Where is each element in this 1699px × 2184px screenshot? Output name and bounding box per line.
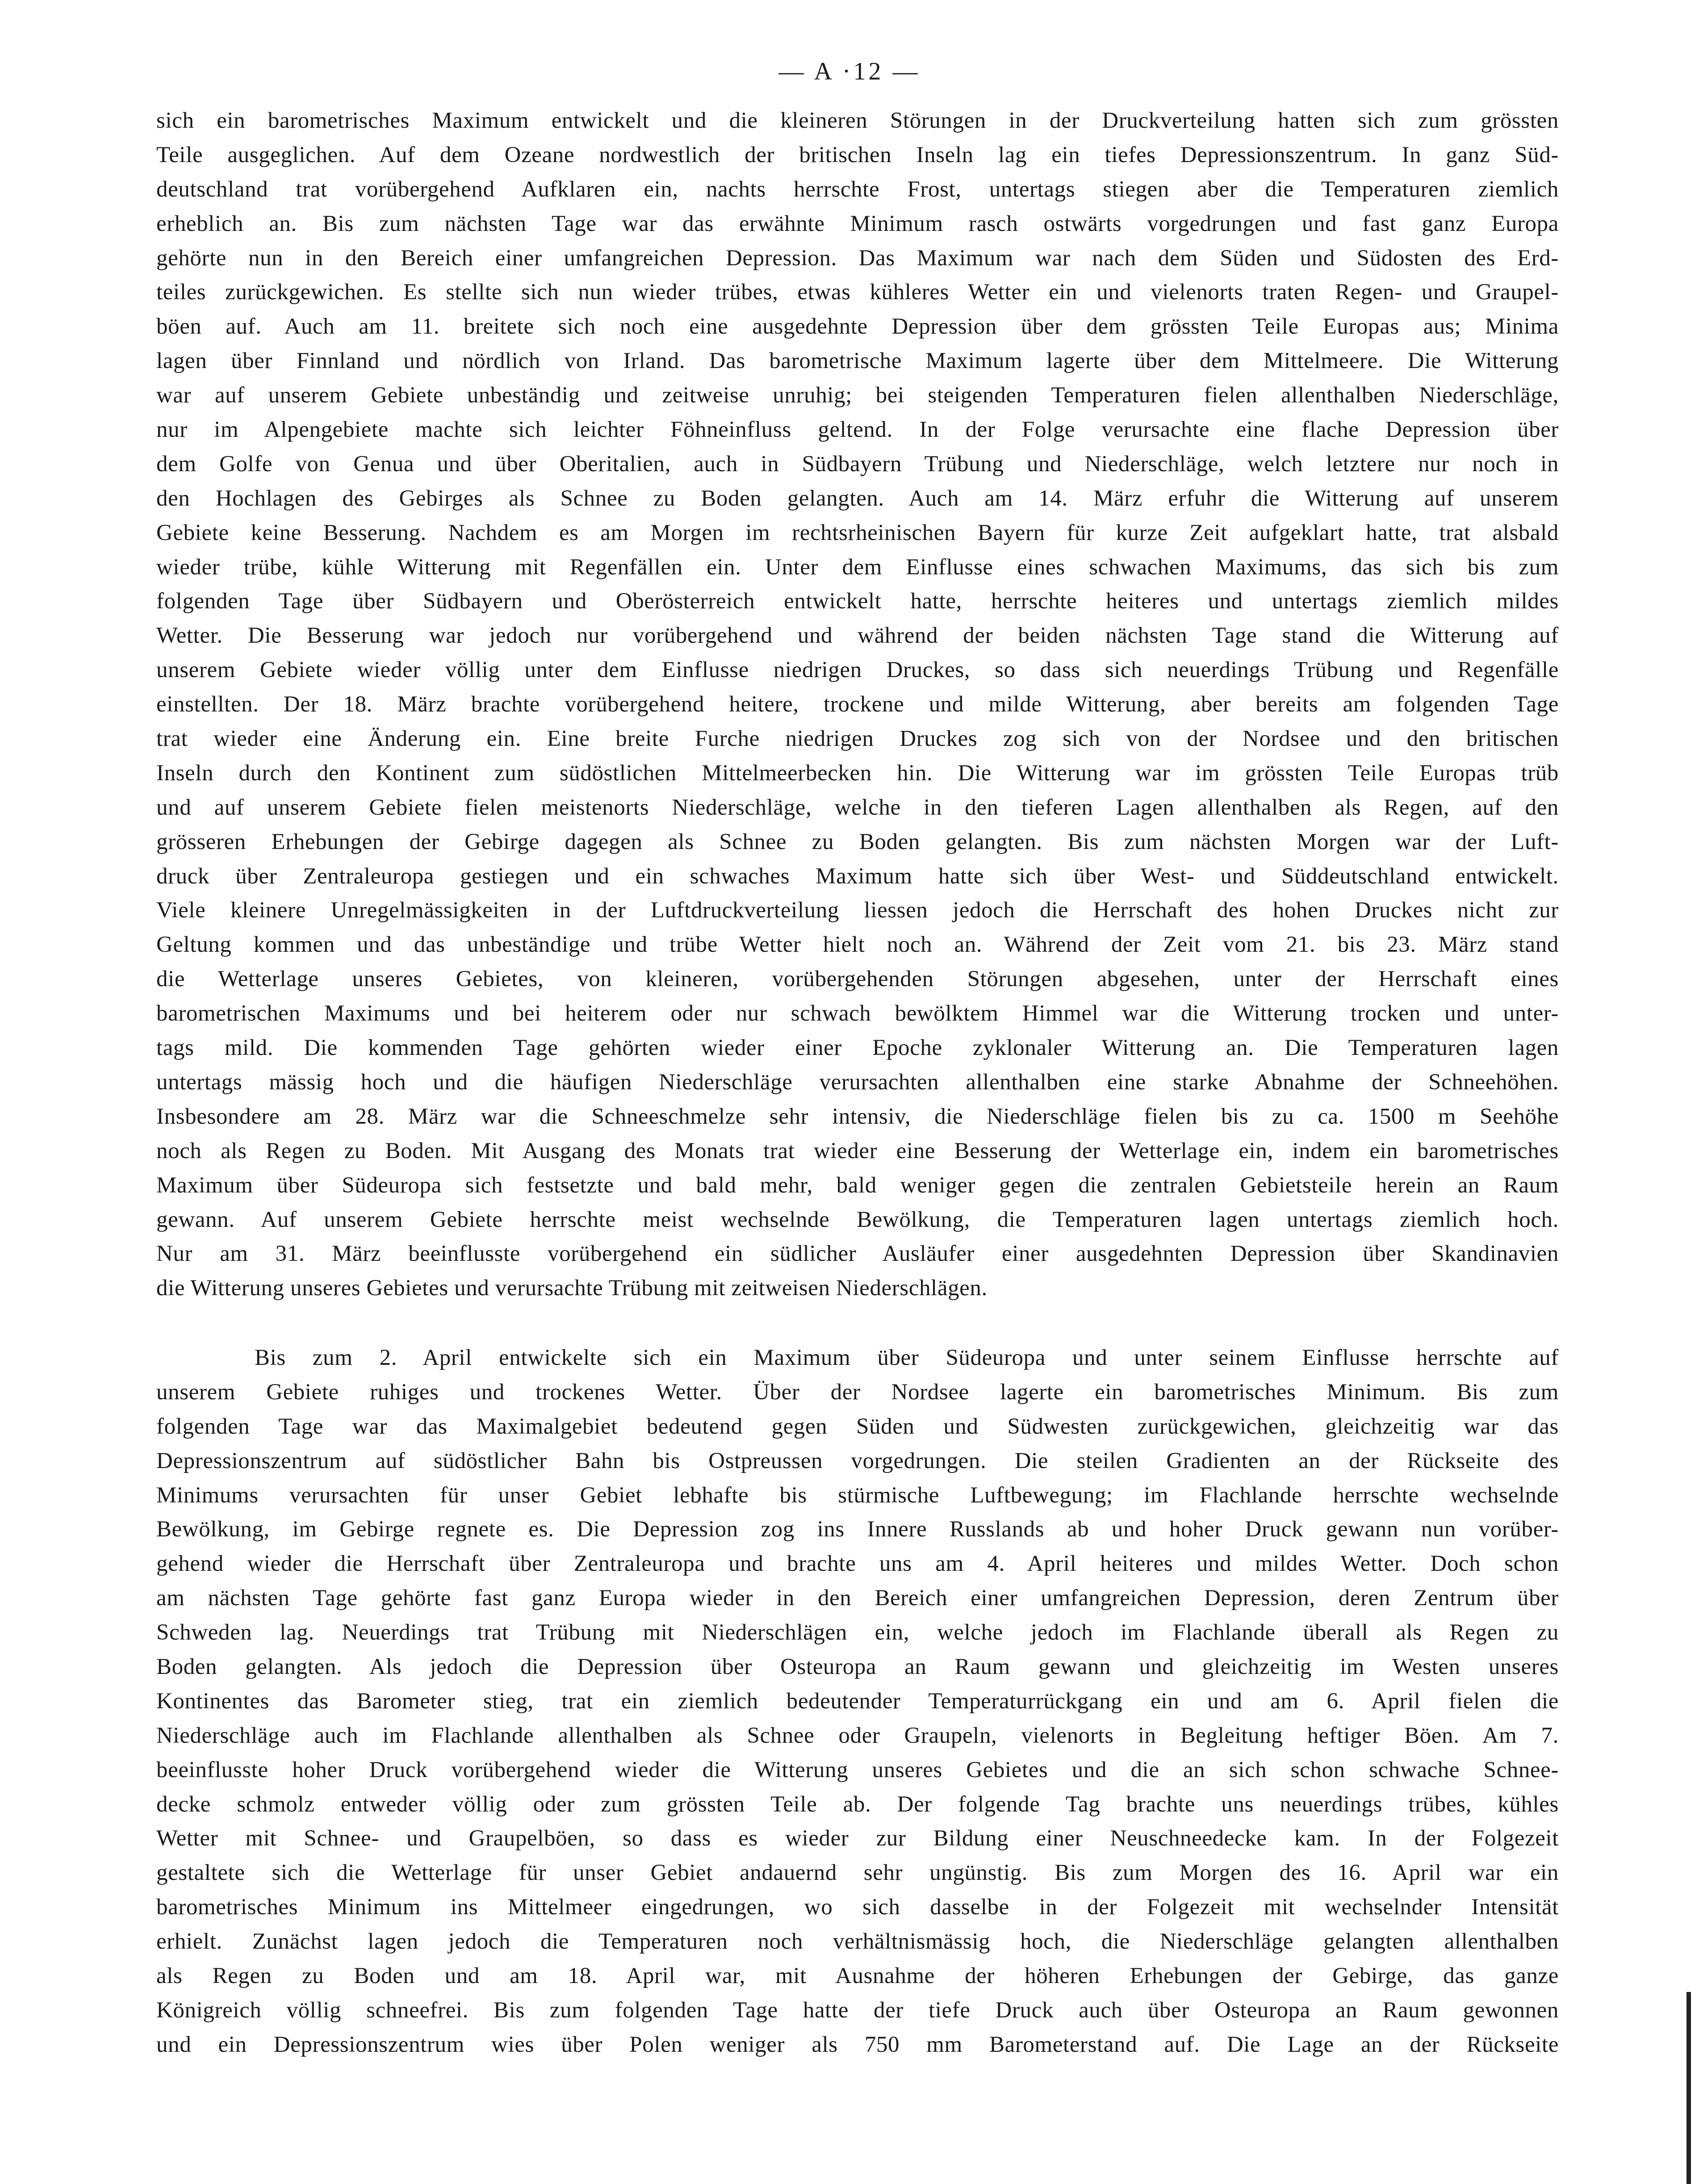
scan-edge-mark [1686,1992,1691,2184]
text-line: noch als Regen zu Boden. Mit Ausgang des Monats trat wieder eine Besserung der Wetterlage ein, indem ein barometrisches [156,1138,1559,1163]
text-line: Niederschläge auch im Flachlande allenthalben als Schnee oder Graupeln, vielenorts in Begleitung heftiger Böen. Am 7. [156,1723,1559,1748]
text-line: Wetter. Die Besserung war jedoch nur vorübergehend und während der beiden nächsten Tage stand die Witterung auf [156,623,1559,649]
text-line: Nur am 31. März beeinflusste vorübergehend ein südlicher Ausläufer einer ausgedehnten Depression über Skandinavien [156,1241,1559,1267]
text-line: Königreich völlig schneefrei. Bis zum folgenden Tage hatte der tiefe Druck auch über Osteuropa an Raum gewonnen [156,1997,1559,2023]
text-line: Schweden lag. Neuerdings trat Trübung mit Niederschlägen ein, welche jedoch im Flachlande überall als Regen zu [156,1620,1559,1645]
text-line: grösseren Erhebungen der Gebirge dagegen als Schnee zu Boden gelangten. Bis zum nächsten Morgen war der Luft- [156,829,1559,854]
text-line: Minimums verursachten für unser Gebiet lebhafte bis stürmische Luftbewegung; im Flachlande herrschte wechselnde [156,1482,1559,1508]
text-line: Kontinentes das Barometer stieg, trat ein ziemlich bedeutender Temperaturrückgang ein und am 6. April fielen die [156,1688,1559,1714]
text-line: den Hochlagen des Gebirges als Schnee zu Boden gelangten. Auch am 14. März erfuhr die Witterung auf unserem [156,485,1559,511]
text-line: einstellten. Der 18. März brachte vorübergehend heitere, trockene und milde Witterung, aber bereits am folgenden Tage [156,692,1559,717]
text-line: Depressionszentrum auf südöstlicher Bahn bis Ostpreussen vorgedrungen. Die steilen Gradienten an der Rückseite des [156,1448,1559,1473]
text-line: erheblich an. Bis zum nächsten Tage war das erwähnte Minimum rasch ostwärts vorgedrungen und fast ganz Europa [156,211,1559,236]
text-line: beeinflusste hoher Druck vorübergehend wieder die Witterung unseres Gebietes und die an sich schon schwache Schnee- [156,1757,1559,1782]
text-line: folgenden Tage über Südbayern und Oberösterreich entwickelt hatte, herrschte heiteres und untertags ziemlich mildes [156,589,1559,614]
text-line: tags mild. Die kommenden Tage gehörten wieder einer Epoche zyklonaler Witterung an. Die Temperaturen lagen [156,1035,1559,1061]
text-line: untertags mässig hoch und die häufigen Niederschläge verursachten allenthalben eine starke Abnahme der Schneehöhen. [156,1069,1559,1095]
text-line: trat wieder eine Änderung ein. Eine breite Furche niedrigen Druckes zog sich von der Nordsee und den britischen [156,726,1559,752]
paragraph-march-weather [156,104,1559,1305]
text-line: erhielt. Zunächst lagen jedoch die Temperaturen noch verhältnismässig hoch, die Niederschläge gelangten allenthalben [156,1929,1559,1954]
text-line: war auf unserem Gebiete unbeständig und zeitweise unruhig; bei steigenden Temperaturen fielen allenthalben Niederschläge, [156,383,1559,408]
text-line: böen auf. Auch am 11. breitete sich noch eine ausgedehnte Depression über dem grössten Teile Europas aus; Minima [156,314,1559,339]
paragraph-april-weather [156,1341,1559,2062]
text-line: druck über Zentraleuropa gestiegen und ein schwaches Maximum hatte sich über West- und Süddeutschland entwickelt. [156,863,1559,889]
text-line: am nächsten Tage gehörte fast ganz Europa wieder in den Bereich einer umfangreichen Depression, deren Zentrum über [156,1586,1559,1611]
text-line: unserem Gebiete ruhiges und trockenes Wetter. Über der Nordsee lagerte ein barometrisches Minimum. Bis zum [156,1379,1559,1405]
text-line: lagen über Finnland und nördlich von Irland. Das barometrische Maximum lagerte über dem Mittelmeere. Die Witterung [156,348,1559,374]
text-line: dem Golfe von Genua und über Oberitalien, auch in Südbayern Trübung und Niederschläge, welch letztere nur noch in [156,451,1559,477]
text-line: Inseln durch den Kontinent zum südöstlichen Mittelmeerbecken hin. Die Witterung war im grössten Teile Europas trüb [156,760,1559,786]
text-line: und auf unserem Gebiete fielen meistenorts Niederschläge, welche in den tieferen Lagen allenthalben als Regen, auf den [156,795,1559,820]
text-line: Maximum über Südeuropa sich festsetzte und bald mehr, bald weniger gegen die zentralen Gebietsteile herein an Raum [156,1172,1559,1198]
text-line: als Regen zu Boden und am 18. April war, mit Ausnahme der höheren Erhebungen der Gebirge, das ganze [156,1963,1559,1989]
text-line: barometrischen Maximums und bei heiterem oder nur schwach bewölktem Himmel war die Witterung trocken und unter- [156,1001,1559,1026]
text-line: gestaltete sich die Wetterlage für unser Gebiet andauernd sehr ungünstig. Bis zum Morgen des 16. April war ein [156,1860,1559,1886]
text-line: teiles zurückgewichen. Es stellte sich nun wieder trübes, etwas kühleres Wetter ein und vielenorts traten Regen- und Graupel- [156,280,1559,305]
text-line: Boden gelangten. Als jedoch die Depression über Osteuropa an Raum gewann und gleichzeitig im Westen unseres [156,1654,1559,1680]
text-line: decke schmolz entweder völlig oder zum grössten Teile ab. Der folgende Tag brachte uns neuerdings trübes, kühles [156,1791,1559,1817]
text-line: wieder trübe, kühle Witterung mit Regenfällen ein. Unter dem Einflusse eines schwachen Maximums, das sich bis zum [156,554,1559,580]
text-line: unserem Gebiete wieder völlig unter dem Einflusse niedrigen Druckes, so dass sich neuerdings Trübung und Regenfälle [156,657,1559,683]
text-line: und ein Depressionszentrum wies über Polen weniger als 750 mm Barometerstand auf. Die Lage an der Rückseite [156,2032,1559,2057]
text-line: nur im Alpengebiete machte sich leichter Föhneinfluss geltend. In der Folge verursachte eine flache Depression über [156,417,1559,443]
text-line: gehörte nun in den Bereich einer umfangreichen Depression. Das Maximum war nach dem Süden und Südosten des Erd- [156,245,1559,271]
text-line: sich ein barometrisches Maximum entwickelt und die kleineren Störungen in der Druckverteilung hatten sich zum grössten [156,108,1559,133]
text-line: barometrisches Minimum ins Mittelmeer eingedrungen, wo sich dasselbe in der Folgezeit mit wechselnder Intensität [156,1895,1559,1920]
text-line: Gebiete keine Besserung. Nachdem es am Morgen im rechtsrheinischen Bayern für kurze Zeit aufgeklart hatte, trat alsbald [156,520,1559,545]
text-line: die Wetterlage unseres Gebietes, von kleineren, vorübergehenden Störungen abgesehen, unter der Herrschaft eines [156,966,1559,992]
text-line: Geltung kommen und das unbeständige und trübe Wetter hielt noch an. Während der Zeit vom 21. bis 23. März stand [156,932,1559,958]
text-line: die Witterung unseres Gebietes und verursachte Trübung mit zeitweisen Niederschlägen. [156,1276,988,1301]
text-line: Insbesondere am 28. März war die Schneeschmelze sehr intensiv, die Niederschläge fielen bis zu ca. 1500 m Seehöhe [156,1104,1559,1129]
text-line: gehend wieder die Herrschaft über Zentraleuropa und brachte uns am 4. April heiteres und mildes Wetter. Doch schon [156,1551,1559,1577]
text-line: folgenden Tage war das Maximalgebiet bedeutend gegen Süden und Südwesten zurückgewichen, gleichzeitig war das [156,1414,1559,1439]
text-line: Viele kleinere Unregelmässigkeiten in der Luftdruckverteilung liessen jedoch die Herrschaft des hohen Druckes nicht zur [156,898,1559,923]
text-line: deutschland trat vorübergehend Aufklaren ein, nachts herrschte Frost, untertags stiegen aber die Temperaturen ziemlich [156,176,1559,202]
text-line: Bis zum 2. April entwickelte sich ein Maximum über Südeuropa und unter seinem Einflusse herrschte auf [255,1345,1559,1370]
text-line: Teile ausgeglichen. Auf dem Ozeane nordwestlich der britischen Inseln lag ein tiefes Depressionszentrum. In ganz Süd- [156,142,1559,167]
text-line: Bewölkung, im Gebirge regnete es. Die Depression zog ins Innere Russlands ab und hoher Druck gewann nun vorüber- [156,1517,1559,1542]
page-number-header: — A ·12 — [778,58,921,85]
text-line: Wetter mit Schnee- und Graupelböen, so dass es wieder zur Bildung einer Neuschneedecke kam. In der Folgezeit [156,1826,1559,1851]
text-line: gewann. Auf unserem Gebiete herrschte meist wechselnde Bewölkung, die Temperaturen lagen untertags ziemlich hoch. [156,1207,1559,1232]
